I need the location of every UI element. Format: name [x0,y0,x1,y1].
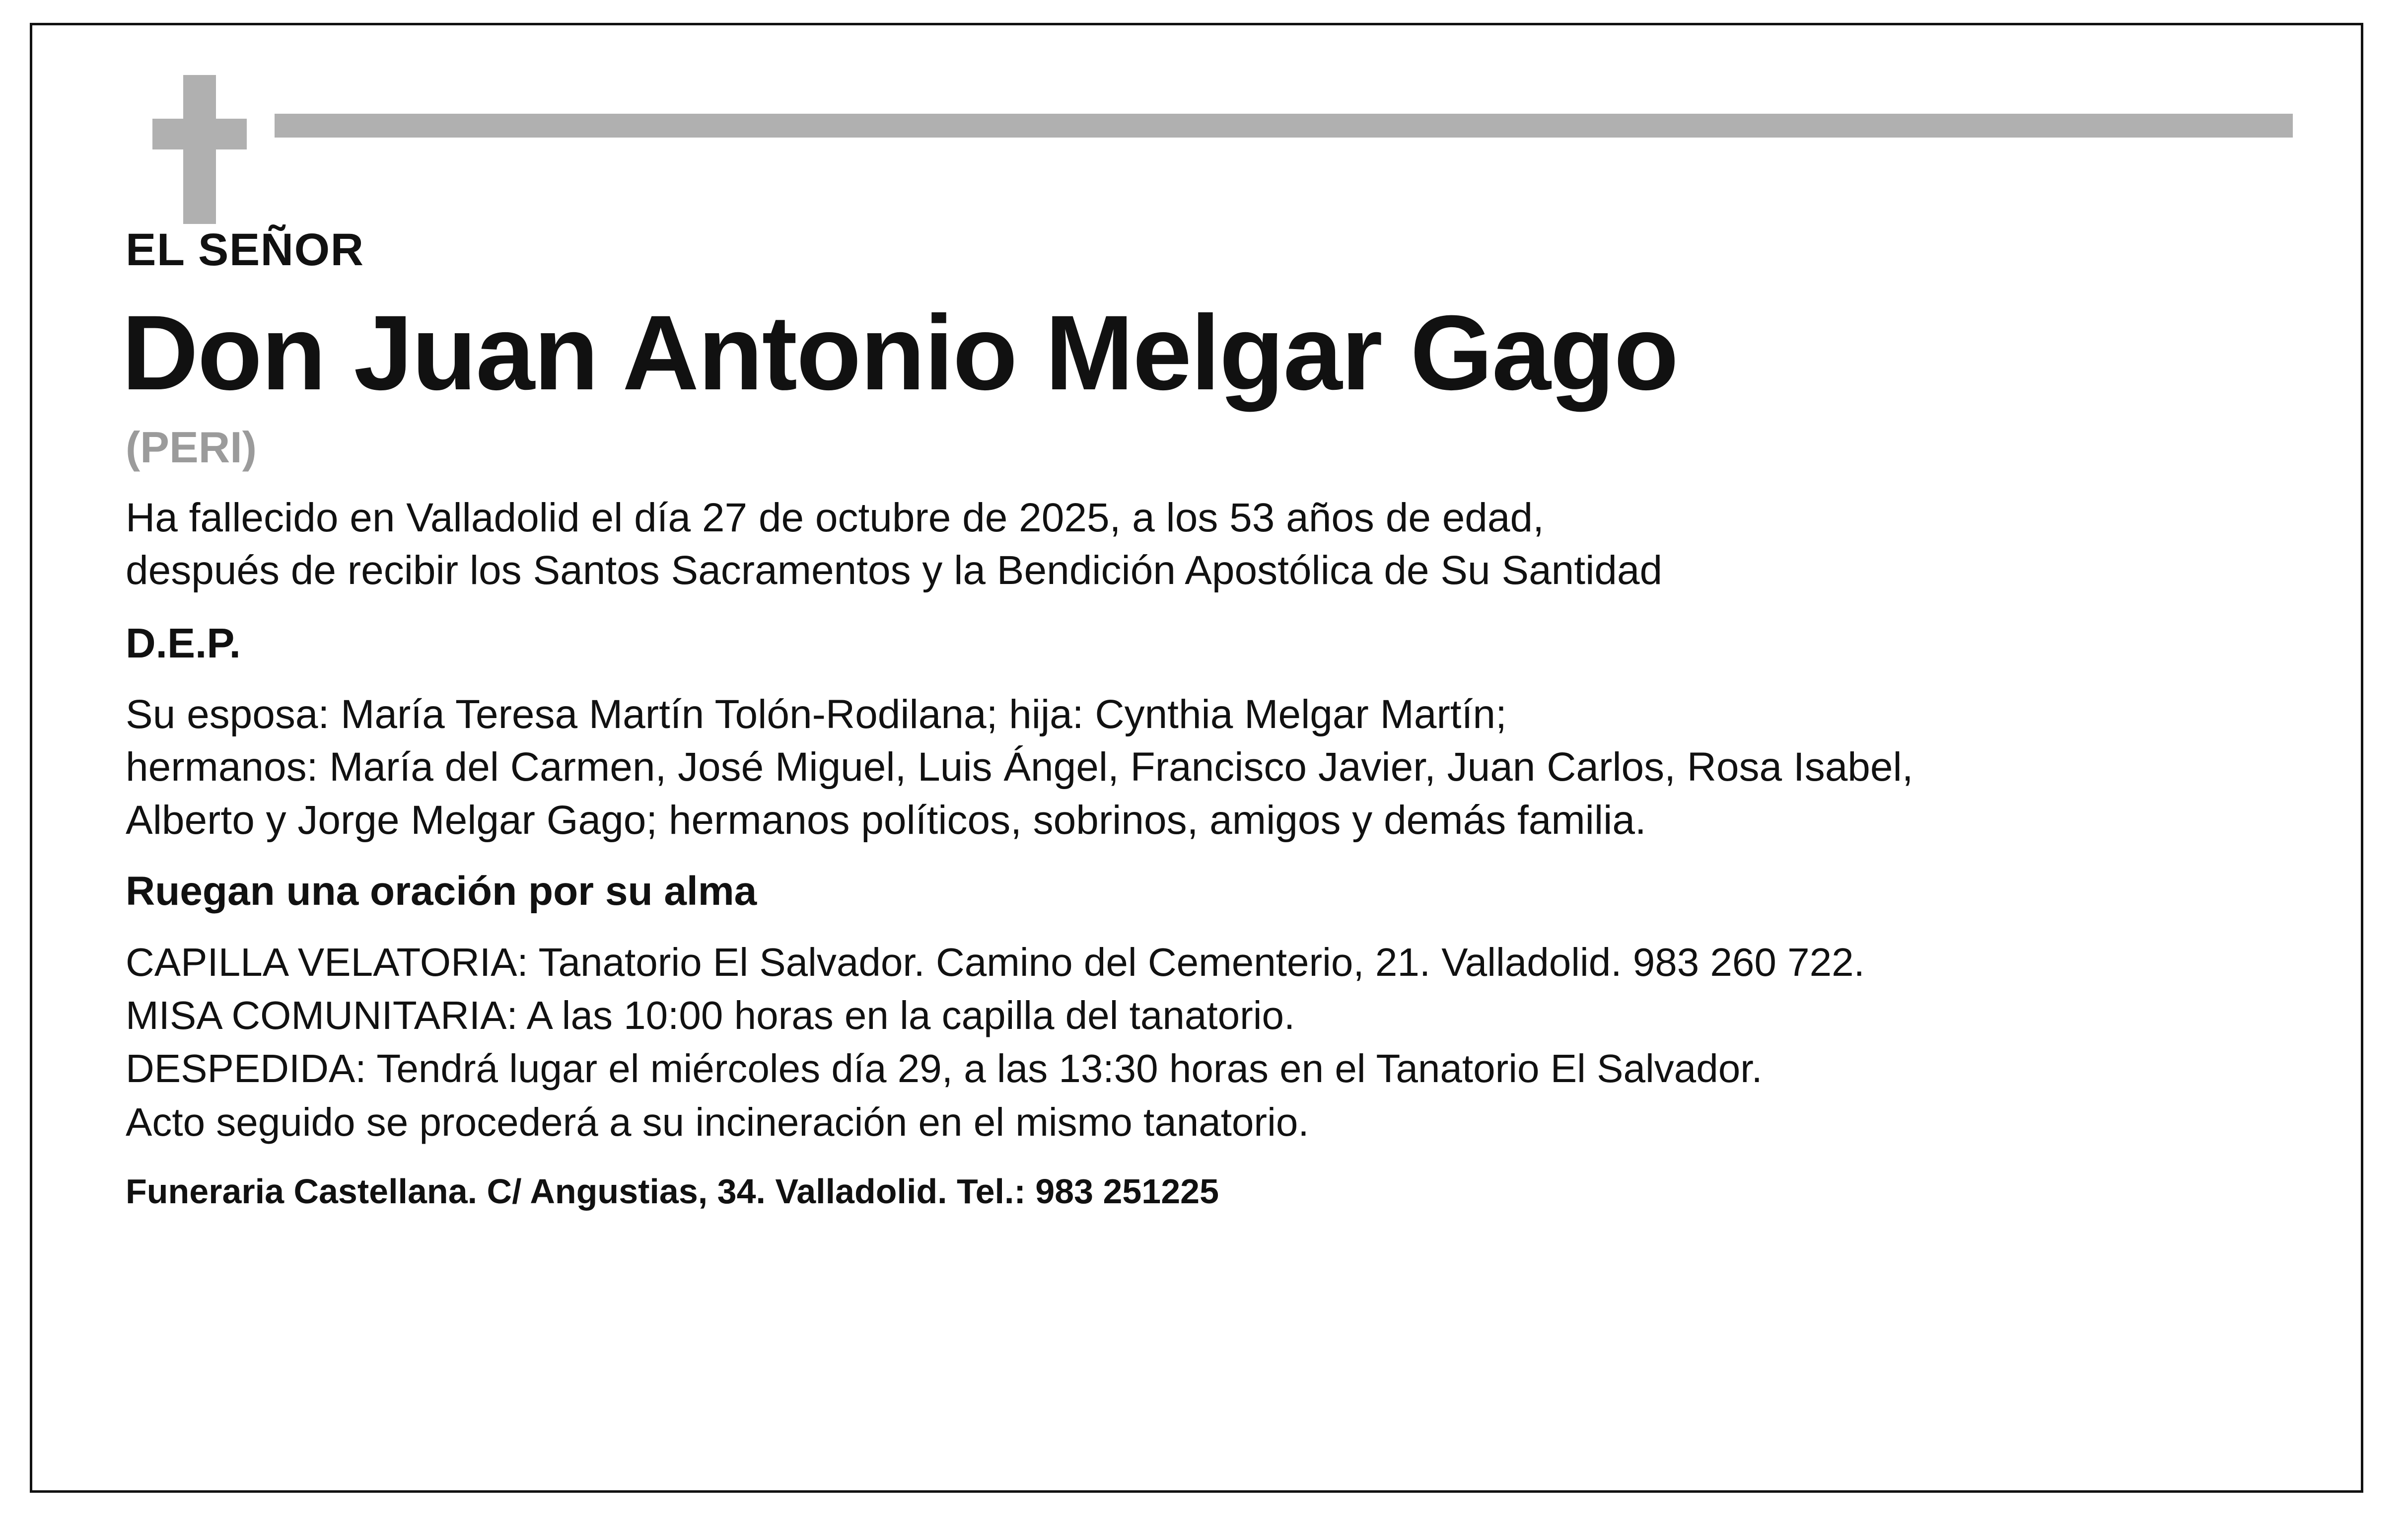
family-line-3: Alberto y Jorge Melgar Gago; hermanos políticos, sobrinos, amigos y demás familia. [126,797,1646,843]
service-line-chapel: CAPILLA VELATORIA: Tanatorio El Salvador. Camino del Cementerio, 21. Valladolid. 983 260 722. [126,940,1865,984]
service-line-cremation: Acto seguido se procederá a su incineración en el mismo tanatorio. [126,1099,1309,1144]
obituary-header [126,55,2301,219]
death-statement-line-2: después de recibir los Santos Sacramentos y la Bendición Apostólica de Su Santidad [126,548,1663,593]
family-line-2: hermanos: María del Carmen, José Miguel, Luis Ángel, Francisco Javier, Juan Carlos, Rosa Isabel, [126,744,1913,790]
cross-horizontal-bar [152,119,247,149]
obituary-content [32,25,2361,1490]
deceased-name: Don Juan Antonio Melgar Gago [122,293,1678,413]
service-line-mass: MISA COMUNITARIA: A las 10:00 horas en la capilla del tanatorio. [126,993,1295,1038]
prayer-request: Ruegan una oración por su alma [126,868,757,914]
funeral-home-info: Funeraria Castellana. C/ Angustias, 34. Valladolid. Tel.: 983 251225 [126,1171,1219,1211]
family-line-1: Su esposa: María Teresa Martín Tolón-Rodilana; hija: Cynthia Melgar Martín; [126,691,1507,737]
header-rule [275,114,2293,138]
surviving-family [126,688,2301,847]
service-details [126,936,2301,1149]
death-statement [126,492,2301,597]
cross-icon [152,75,242,224]
honorific-eyebrow: EL SEÑOR [126,224,364,275]
service-line-farewell: DESPEDIDA: Tendrá lugar el miércoles día 29, a las 13:30 horas en el Tanatorio El Salvador. [126,1046,1763,1091]
obituary-notice [30,23,2363,1493]
dep-label: D.E.P. [126,620,241,666]
death-statement-line-1: Ha fallecido en Valladolid el día 27 de octubre de 2025, a los 53 años de edad, [126,495,1544,540]
deceased-nickname: (PERI) [126,423,257,472]
cross-vertical-bar [183,75,216,224]
